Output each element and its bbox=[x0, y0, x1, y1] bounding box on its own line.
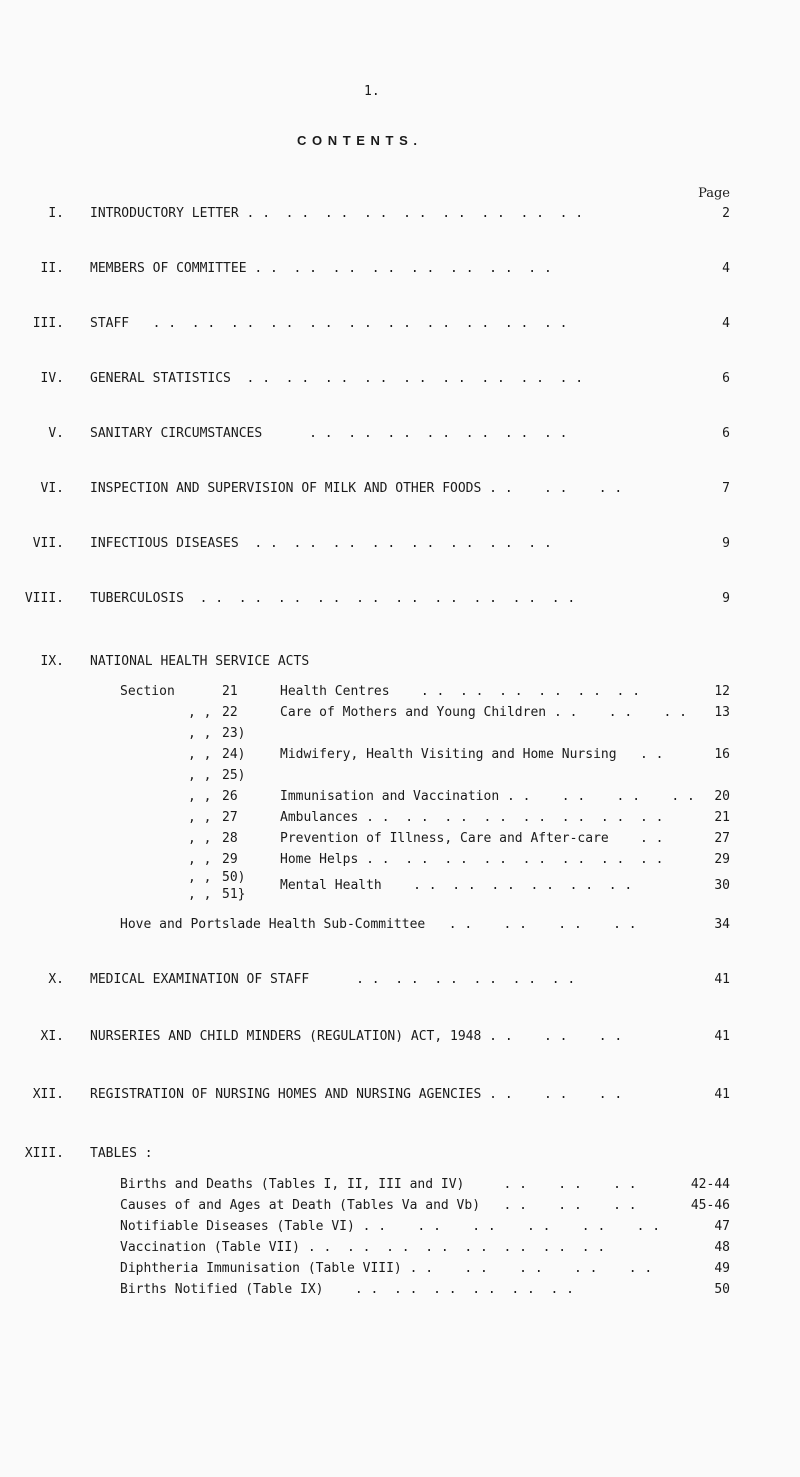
page-ref: 45-46 bbox=[690, 1198, 730, 1213]
page-number: 1. bbox=[364, 84, 380, 99]
leader-dots: . . . . . . bbox=[489, 1029, 623, 1044]
page-ref: 27 bbox=[714, 831, 730, 846]
leader-dots: . . . . . . . . . . . . bbox=[354, 1282, 574, 1297]
leader-dots: . . . . . . . . . . . . . . . . . . bbox=[246, 371, 584, 386]
entry-label: Diphtheria Immunisation (Table VIII) bbox=[120, 1261, 410, 1276]
section-number: 25) bbox=[222, 768, 246, 783]
ditto-mark: , , bbox=[188, 768, 212, 783]
page-ref: 4 bbox=[722, 261, 730, 276]
section-numeral: VI. bbox=[40, 481, 64, 496]
toc-entry bbox=[0, 206, 800, 222]
leader-dots: . . bbox=[640, 831, 664, 846]
page-ref: 30 bbox=[714, 878, 730, 893]
ditto-mark: , , bbox=[188, 870, 212, 885]
ditto-mark: , , bbox=[188, 810, 212, 825]
section-numeral: XI. bbox=[40, 1029, 64, 1044]
section-numeral: XIII. bbox=[24, 1146, 64, 1161]
entry-label: Vaccination (Table VII) bbox=[120, 1240, 308, 1255]
section-number: 29 bbox=[222, 852, 238, 867]
leader-dots: . . . . . . . . . . . . . . . . bbox=[366, 810, 664, 825]
section-title: SANITARY CIRCUMSTANCES bbox=[90, 426, 310, 441]
toc-entry bbox=[0, 591, 800, 607]
leader-dots: . . . . . . . . bbox=[506, 789, 695, 804]
section-number: 26 bbox=[222, 789, 238, 804]
page-ref: 7 bbox=[722, 481, 730, 496]
toc-subentry bbox=[0, 831, 800, 847]
section-title: REGISTRATION OF NURSING HOMES AND NURSING AGENCIES bbox=[90, 1087, 490, 1102]
page-ref: 47 bbox=[714, 1219, 730, 1234]
section-numeral: IX. bbox=[40, 654, 64, 669]
toc-subentry bbox=[0, 1177, 800, 1193]
section-number: 21 bbox=[222, 684, 238, 699]
section-numeral: VII. bbox=[32, 536, 64, 551]
leader-dots: . . . . . . bbox=[489, 481, 623, 496]
entry-label: Causes of and Ages at Death (Tables Va and Vb) bbox=[120, 1198, 504, 1213]
page-column-header: Page bbox=[698, 186, 730, 201]
toc-entry bbox=[0, 316, 800, 332]
toc-subentry-mental-health bbox=[0, 870, 800, 906]
section-number: 24) bbox=[222, 747, 246, 762]
leader-dots: . . . . . . . . . . . . . . . . . . bbox=[246, 206, 584, 221]
page-ref: 48 bbox=[714, 1240, 730, 1255]
section-numeral: II. bbox=[40, 261, 64, 276]
section-title: STAFF bbox=[90, 316, 153, 331]
toc-entry bbox=[0, 426, 800, 442]
toc-subentry bbox=[0, 1219, 800, 1235]
ditto-mark: , , bbox=[188, 887, 212, 902]
section-numeral: VIII. bbox=[24, 591, 64, 606]
ditto-mark: , , bbox=[188, 705, 212, 720]
section-number: 50) bbox=[222, 870, 246, 885]
leader-dots: . . . . . . . . . . . . bbox=[356, 972, 576, 987]
leader-dots: . . . . . . . . . . . . . . . . bbox=[254, 261, 552, 276]
page-ref: 16 bbox=[714, 747, 730, 762]
leader-dots: . . . . . . . . . . bbox=[409, 1261, 653, 1276]
section-title: MEMBERS OF COMMITTEE bbox=[90, 261, 255, 276]
page-ref: 49 bbox=[714, 1261, 730, 1276]
entry-label: Ambulances bbox=[280, 810, 367, 825]
section-title: INTRODUCTORY LETTER bbox=[90, 206, 247, 221]
section-number: 23) bbox=[222, 726, 246, 741]
section-numeral: XII. bbox=[32, 1087, 64, 1102]
leader-dots: . . . . . . . . . . . . . . . . bbox=[366, 852, 664, 867]
section-title: TABLES : bbox=[90, 1146, 153, 1161]
entry-label: Births and Deaths (Tables I, II, III and IV) bbox=[120, 1177, 504, 1192]
section-title: TUBERCULOSIS bbox=[90, 591, 200, 606]
toc-subentry bbox=[0, 852, 800, 868]
section-number: 22 bbox=[222, 705, 238, 720]
section-number: 51} bbox=[222, 887, 246, 902]
section-number: 27 bbox=[222, 810, 238, 825]
toc-subentry bbox=[0, 684, 800, 700]
page-ref: 6 bbox=[722, 426, 730, 441]
section-numeral: III. bbox=[32, 316, 64, 331]
page-ref: 2 bbox=[722, 206, 730, 221]
toc-subentry bbox=[0, 1261, 800, 1277]
entry-label: Immunisation and Vaccination bbox=[280, 789, 507, 804]
toc-subentry bbox=[0, 789, 800, 805]
section-title: NURSERIES AND CHILD MINDERS (REGULATION) ACT, 1948 bbox=[90, 1029, 490, 1044]
section-title: INFECTIOUS DISEASES bbox=[90, 536, 255, 551]
page-ref: 6 bbox=[722, 371, 730, 386]
toc-entry bbox=[0, 536, 800, 552]
entry-label: Hove and Portslade Health Sub-Committee bbox=[120, 917, 449, 932]
page-ref: 13 bbox=[714, 705, 730, 720]
ditto-mark: , , bbox=[188, 852, 212, 867]
section-title: INSPECTION AND SUPERVISION OF MILK AND OTHER FOODS bbox=[90, 481, 490, 496]
toc-subentry bbox=[0, 768, 800, 784]
ditto-mark: , , bbox=[188, 747, 212, 762]
toc-subentry bbox=[0, 705, 800, 721]
page-ref: 12 bbox=[714, 684, 730, 699]
section-numeral: X. bbox=[48, 972, 64, 987]
ditto-mark: , , bbox=[188, 789, 212, 804]
leader-dots: . . . . . . bbox=[503, 1198, 637, 1213]
leader-dots: . . bbox=[640, 747, 664, 762]
entry-label: Health Centres bbox=[280, 684, 421, 699]
leader-dots: . . . . . . . . . . . . . . . . . . . . . . bbox=[152, 316, 568, 331]
leader-dots: . . . . . . . . . . . . . . . . bbox=[307, 1240, 606, 1255]
toc-entry bbox=[0, 1087, 800, 1103]
section-numeral: V. bbox=[48, 426, 64, 441]
leader-dots: . . . . . . . . . . . . bbox=[420, 684, 641, 699]
leader-dots: . . . . . . . . . . . . . . . . bbox=[254, 536, 552, 551]
toc-subentry bbox=[0, 810, 800, 826]
leader-dots: . . . . . . bbox=[503, 1177, 637, 1192]
entry-label: Mental Health bbox=[280, 878, 414, 893]
section-numeral: IV. bbox=[40, 371, 64, 386]
leader-dots: . . . . . . bbox=[489, 1087, 623, 1102]
page-ref: 41 bbox=[714, 1087, 730, 1102]
leader-dots: . . . . . . . . bbox=[448, 917, 637, 932]
toc-subentry bbox=[0, 747, 800, 763]
page-ref: 29 bbox=[714, 852, 730, 867]
page-ref: 50 bbox=[714, 1282, 730, 1297]
toc-entry bbox=[0, 1029, 800, 1045]
entry-label: Births Notified (Table IX) bbox=[120, 1282, 355, 1297]
section-prefix: Section bbox=[120, 684, 175, 699]
entry-label: Home Helps bbox=[280, 852, 367, 867]
page-title: C O N T E N T S . bbox=[297, 133, 419, 148]
page-ref: 21 bbox=[714, 810, 730, 825]
leader-dots: . . . . . . bbox=[553, 705, 687, 720]
toc-subentry bbox=[0, 726, 800, 742]
page-ref: 9 bbox=[722, 591, 730, 606]
page-ref: 41 bbox=[714, 1029, 730, 1044]
section-number: 28 bbox=[222, 831, 238, 846]
toc-subentry bbox=[0, 1282, 800, 1298]
leader-dots: . . . . . . . . . . . . . . . . . . . . bbox=[199, 591, 576, 606]
ditto-mark: , , bbox=[188, 831, 212, 846]
toc-entry bbox=[0, 371, 800, 387]
entry-label: Care of Mothers and Young Children bbox=[280, 705, 554, 720]
page-ref: 41 bbox=[714, 972, 730, 987]
page-ref: 9 bbox=[722, 536, 730, 551]
toc-entry bbox=[0, 972, 800, 988]
leader-dots: . . . . . . . . . . . . . . bbox=[309, 426, 568, 441]
toc-subentry bbox=[0, 1198, 800, 1214]
leader-dots: . . . . . . . . . . . . bbox=[362, 1219, 661, 1234]
section-numeral: I. bbox=[48, 206, 64, 221]
entry-label: Notifiable Diseases (Table VI) bbox=[120, 1219, 363, 1234]
section-title: MEDICAL EXAMINATION OF STAFF bbox=[90, 972, 357, 987]
entry-label: Midwifery, Health Visiting and Home Nursing bbox=[280, 747, 641, 762]
ditto-mark: , , bbox=[188, 726, 212, 741]
page-ref: 34 bbox=[714, 917, 730, 932]
section-title: GENERAL STATISTICS bbox=[90, 371, 247, 386]
toc-subentry bbox=[0, 1240, 800, 1256]
page-ref: 42-44 bbox=[690, 1177, 730, 1192]
page-ref: 4 bbox=[722, 316, 730, 331]
toc-subentry bbox=[0, 917, 800, 933]
entry-label: Prevention of Illness, Care and After-care bbox=[280, 831, 641, 846]
section-title: NATIONAL HEALTH SERVICE ACTS bbox=[90, 654, 310, 669]
page-ref: 20 bbox=[714, 789, 730, 804]
leader-dots: . . . . . . . . . . . . bbox=[413, 878, 633, 893]
toc-entry bbox=[0, 481, 800, 497]
toc-entry bbox=[0, 261, 800, 277]
